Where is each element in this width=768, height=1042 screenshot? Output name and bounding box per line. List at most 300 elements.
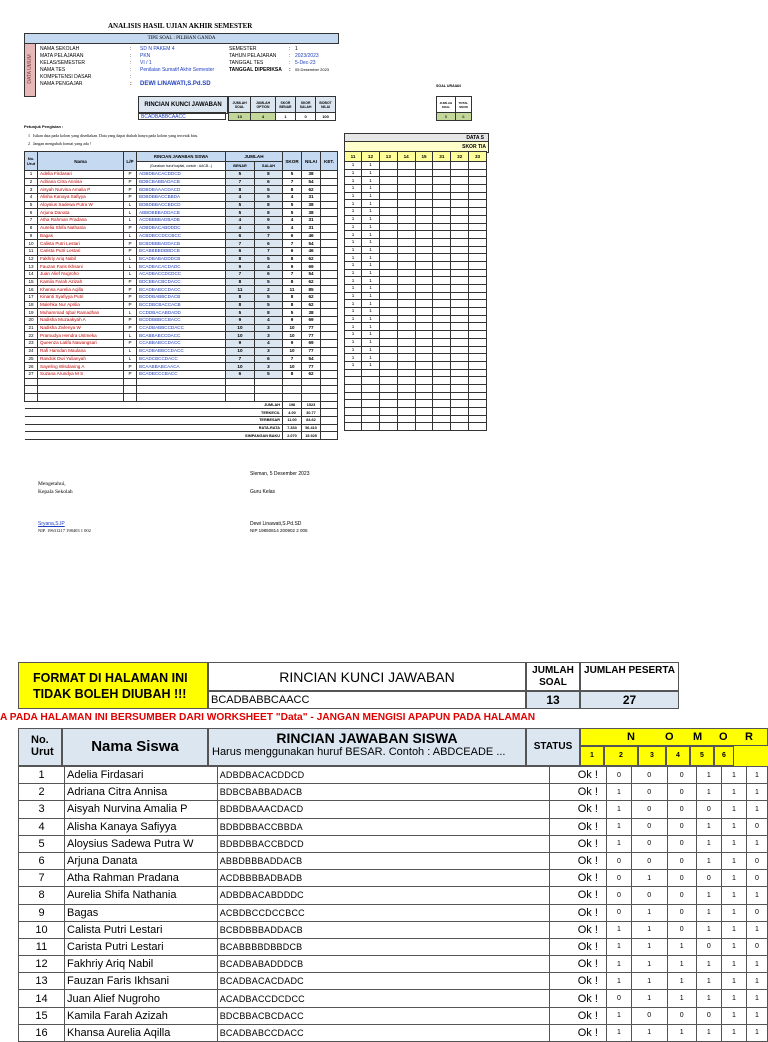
row-bit: 1 [606,1007,631,1024]
panel-cell: 1 [345,254,362,262]
panel-cell: 1 [362,338,380,346]
student-name[interactable]: Calista Putri Lestari [38,240,124,248]
row-bit: 1 [721,818,746,835]
panel-row [345,361,487,369]
jumlah-soal-label: JUMLAH SOAL [526,662,580,691]
student-salah: 5 [254,301,282,309]
student-benar: 8 [226,294,255,302]
row-bit: 1 [747,835,768,852]
student-name[interactable]: Aisyah Nurvina Amalia P [38,186,124,194]
student-gender[interactable]: P [124,340,137,348]
student-gender[interactable]: L [124,309,137,317]
student-name[interactable]: Aurelia Shifa Nathania [38,224,124,232]
panel-cell: 1 [362,208,380,216]
student-answers[interactable]: ABBDBBBADDACB [137,209,226,217]
row-no: 10 [19,921,65,938]
student-answers[interactable]: ACADBACCDCDCC [137,270,226,278]
panel-cell [397,354,415,362]
student-salah: 9 [254,217,282,225]
student-gender[interactable]: P [124,178,137,186]
panel-cell [433,231,451,239]
panel-cell: 1 [362,261,380,269]
student-benar: 9 [226,317,255,325]
panel-cell [451,277,469,285]
student-ket [321,286,338,294]
row-bit: 1 [606,1024,631,1041]
row-status: Ok ! [550,767,606,784]
student-name[interactable]: Nadisha Muzaakyah A [38,317,124,325]
student-gender[interactable]: P [124,240,137,248]
table-row [19,921,768,938]
panel-cell: 1 [345,231,362,239]
panel-cell [451,361,469,369]
panel-row [345,192,487,200]
row-bit: 1 [606,921,631,938]
panel-cell [379,285,397,293]
row-bit: 0 [606,990,631,1007]
student-benar: 9 [226,263,255,271]
student-ket [321,178,338,186]
student-answers[interactable]: BDBDBBACCBDCD [137,201,226,209]
student-benar: 4 [226,217,255,225]
sign-left-nip: NIP. 19631217 198403 1 002 [38,528,91,533]
student-name[interactable]: Bagas [38,232,124,240]
panel-cell [451,200,469,208]
row-answers: ADBDBACABDDDC [217,887,550,904]
student-answers[interactable]: BCAABBABCAACA [137,363,226,371]
student-ket [321,278,338,286]
panel-cell [397,408,415,416]
panel-cell [397,238,415,246]
student-nilai: 54 [302,178,321,186]
student-skor: 8 [283,278,302,286]
student-skor: 5 [283,171,302,179]
student-answers[interactable]: BDBDBAAACDACD [137,186,226,194]
panel-row [345,200,487,208]
panel-cell [379,246,397,254]
summary-label: RATA-RATA [25,424,283,432]
student-answers[interactable]: BCABBABCCDACC [137,332,226,340]
student-name[interactable]: Arjuna Danata [38,209,124,217]
panel-cell [469,384,487,392]
row-bit: 1 [696,904,721,921]
panel-cell [451,377,469,385]
side-label: DATA UMUM [27,54,33,84]
sign-right-nip: NIP 19850814 200902 2 005 [250,528,308,533]
row-answers: BDBCBABBADACB [217,784,550,801]
row-answers: ACADBACCDCDCC [217,990,550,1007]
student-salah: 8 [254,201,282,209]
row-bit: 1 [606,784,631,801]
row-no: 8 [19,887,65,904]
student-name[interactable]: Queenza Latifa Nawangsari [38,340,124,348]
panel-cell [433,200,451,208]
row-no: 14 [19,990,65,1007]
student-no: 23 [25,340,38,348]
panel-cell: 1 [362,285,380,293]
panel-cell [379,354,397,362]
student-name[interactable]: Adelia Firdasari [38,171,124,179]
student-name[interactable]: Nadisha Zivlenya W [38,324,124,332]
table-row [19,784,768,801]
row-status: Ok ! [550,801,606,818]
student-name[interactable]: Fakhriy Ariq Nabil [38,255,124,263]
panel-cell [433,392,451,400]
panel-row [345,215,487,223]
panel-cell [415,261,433,269]
student-answers[interactable]: BCADBABCCDACC [137,286,226,294]
side-label-box [24,43,36,97]
panel-cell [433,292,451,300]
student-name[interactable]: Fauzan Faris Ikhsani [38,263,124,271]
row-answers: BCABBBBDBBDCB [217,938,550,955]
panel-cell [451,254,469,262]
panel-cell: 1 [345,277,362,285]
panel-cell [397,338,415,346]
row-bit: 1 [696,818,721,835]
table-row [25,317,338,325]
student-nilai: 38 [302,209,321,217]
student-name[interactable]: Alisha Kanaya Safiyya [38,194,124,202]
student-skor: 10 [283,324,302,332]
panel-cell [469,369,487,377]
student-benar: 7 [226,270,255,278]
student-answers[interactable]: BCADCBCCDACC [137,355,226,363]
student-no: 9 [25,232,38,240]
student-skor: 7 [283,270,302,278]
row-bit: 1 [721,784,746,801]
student-gender[interactable]: P [124,286,137,294]
student-gender[interactable]: L [124,255,137,263]
student-name[interactable]: Rafi Hamdan Maulana [38,347,124,355]
row-bit: 1 [631,904,667,921]
panel-cell [397,192,415,200]
student-answers[interactable]: ADBDBACABDDDC [137,224,226,232]
panel-cell [433,162,451,170]
student-gender[interactable]: P [124,186,137,194]
panel-cell [397,177,415,185]
panel-cell [469,200,487,208]
panel-cell [415,377,433,385]
panel-cell [379,292,397,300]
student-answers[interactable]: CCADBABBCCDACC [137,324,226,332]
panel-cell [433,261,451,269]
table-row [25,209,338,217]
row-name: Bagas [65,904,218,921]
panel-cell [397,285,415,293]
panel-cell: 1 [345,223,362,231]
panel-cell [451,261,469,269]
row-no: 7 [19,870,65,887]
row-answers: BCADBACACDADC [217,973,550,990]
summary-nilai: 30.77 [302,409,321,417]
row-bit: 1 [696,887,721,904]
panel-cell [451,400,469,408]
sign-left-line2: Kepala Sekolah [38,489,73,495]
student-skor: 5 [283,209,302,217]
student-answers[interactable]: BCABBBBDBBDCB [137,247,226,255]
student-benar: 6 [226,370,255,378]
student-nilai: 85 [302,286,321,294]
row-answers: BDBDBBACCBBDA [217,818,550,835]
panel-cell: 1 [362,223,380,231]
student-gender[interactable]: L [124,201,137,209]
student-answers[interactable]: BDBDBBACCBBDA [137,194,226,202]
panel-cell [469,285,487,293]
student-nilai: 54 [302,270,321,278]
student-answers[interactable]: BCDDBBBCCBACC [137,317,226,325]
student-name[interactable]: Pramudya Hendra Ustmeka [38,332,124,340]
panel-cell [415,254,433,262]
panel-cell: 1 [345,192,362,200]
student-no: 24 [25,347,38,355]
student-skor: 10 [283,332,302,340]
student-name[interactable]: Muhammad Iqbal Ramadhan [38,309,124,317]
panel-cell: 1 [362,346,380,354]
sign-left-line1: Mengetahui, [38,481,66,487]
panel-cell: 1 [345,238,362,246]
student-answers[interactable]: BCBDBBBADDACB [137,240,226,248]
panel-cell [379,177,397,185]
panel-cell [451,269,469,277]
student-no: 20 [25,317,38,325]
student-name[interactable]: Khansa Aurelia Aqilla [38,286,124,294]
student-answers[interactable]: BCCDBCBACCACB [137,301,226,309]
student-ket [321,240,338,248]
panel-cell [451,246,469,254]
row-bit: 1 [721,990,746,1007]
student-benar: 4 [226,224,255,232]
col-nama-header: Nama Siswa [62,728,208,766]
panel-cell: 1 [345,246,362,254]
panel-cell: 1 [345,177,362,185]
panel-cell [397,292,415,300]
student-salah: 7 [254,247,282,255]
student-benar: 8 [226,278,255,286]
jumlah-soal-value: 13 [526,691,580,709]
student-salah: 3 [254,324,282,332]
student-ket [321,317,338,325]
student-name[interactable]: Kamila Farah Azizah [38,278,124,286]
row-bit: 0 [747,904,768,921]
student-gender[interactable]: L [124,263,137,271]
row-bit: 1 [721,870,746,887]
student-answers[interactable]: BCADBABBCCDACC [137,347,226,355]
student-gender[interactable]: L [124,232,137,240]
student-gender[interactable]: P [124,294,137,302]
student-name[interactable]: Suzana Arundya M S [38,370,124,378]
student-gender[interactable]: P [124,324,137,332]
student-no: 13 [25,263,38,271]
col-status-header: STATUS [526,728,580,766]
panel-row [345,400,487,408]
student-salah: 9 [254,194,282,202]
student-answers[interactable]: BDCBBACBCDACC [137,278,226,286]
panel-cell [433,269,451,277]
panel-cell [397,223,415,231]
data-panel-table [344,151,487,431]
student-gender[interactable]: L [124,347,137,355]
student-name[interactable]: Kinanti Syafiyya Putri [38,294,124,302]
student-nilai: 38 [302,309,321,317]
student-gender[interactable]: P [124,301,137,309]
panel-cell [451,215,469,223]
student-name[interactable]: Adriana Citra Annisa [38,178,124,186]
row-bit: 0 [631,1007,667,1024]
student-gender[interactable]: P [124,194,137,202]
summary-label: TERBESAR [25,417,283,425]
row-bit: 1 [606,938,631,955]
student-name[interactable]: Carista Putri Lestari [38,247,124,255]
table-row [19,1024,768,1041]
student-answers[interactable]: CCABBABCCDACC [137,340,226,348]
panel-cell: 1 [345,261,362,269]
student-salah: 3 [254,363,282,371]
panel-cell [469,408,487,416]
panel-cell [451,308,469,316]
table-row [25,309,338,317]
empty-row [25,393,338,401]
student-name[interactable]: Atha Rahman Pradana [38,217,124,225]
panel-row [345,354,487,362]
student-name[interactable]: Malehka Nur Aprilia [38,301,124,309]
report-subtitle: TIPE SOAL : PILIHAN GANDA [24,33,339,44]
student-benar: 8 [226,255,255,263]
student-skor: 10 [283,363,302,371]
panel-cell [469,377,487,385]
row-no: 3 [19,801,65,818]
student-answers[interactable]: ACBDBCCDCCBCC [137,232,226,240]
panel-cell [397,215,415,223]
row-bit: 1 [631,956,667,973]
table-row [19,818,768,835]
table-row [19,990,768,1007]
report-title: ANALISIS HASIL UJIAN AKHIR SEMESTER [108,22,253,30]
panel-cell: 1 [345,300,362,308]
student-gender[interactable]: P [124,224,137,232]
panel-cell: 1 [362,361,380,369]
panel-cell [397,415,415,423]
row-bit: 0 [747,818,768,835]
panel-cell: 1 [345,346,362,354]
student-ket [321,194,338,202]
row-bit: 1 [667,990,696,1007]
student-name[interactable]: Aloysius Sadewa Putra W [38,201,124,209]
student-gender[interactable]: L [124,332,137,340]
panel-cell [469,392,487,400]
student-gender[interactable]: P [124,317,137,325]
student-no: 17 [25,294,38,302]
row-bit: 0 [667,1007,696,1024]
student-ket [321,370,338,378]
panel-cell [397,315,415,323]
row-name: Adriana Citra Annisa [65,784,218,801]
panel-cell [433,177,451,185]
student-answers[interactable]: ADBDBACACDDCD [137,171,226,179]
data-panel-title-bar: DATA S [344,133,489,143]
panel-cell [415,277,433,285]
nomor-number: 3 [638,746,666,766]
student-answers[interactable]: BCADBCCCBACC [137,370,226,378]
student-gender[interactable]: L [124,209,137,217]
student-gender[interactable]: L [124,217,137,225]
key-box-key[interactable]: BCADBABBCAACC [138,112,226,120]
student-answers[interactable]: BCADBABADDDCB [137,255,226,263]
panel-cell [415,346,433,354]
student-benar: 10 [226,324,255,332]
student-answers[interactable]: BCDDBABBCDACB [137,294,226,302]
row-status: Ok ! [550,852,606,869]
panel-cell [469,300,487,308]
panel-cell [469,400,487,408]
student-gender[interactable]: L [124,355,137,363]
student-benar: 6 [226,232,255,240]
row-bit: 1 [606,801,631,818]
row-bit: 0 [631,835,667,852]
student-nilai: 31 [302,217,321,225]
student-answers[interactable]: BCADBACACDADC [137,263,226,271]
student-answers[interactable]: BDBCBABBADACB [137,178,226,186]
row-bit: 0 [667,887,696,904]
table-row [19,956,768,973]
student-ket [321,324,338,332]
row-status: Ok ! [550,921,606,938]
student-skor: 9 [283,317,302,325]
student-answers[interactable]: CCDDBACABDADD [137,309,226,317]
student-gender[interactable]: P [124,247,137,255]
panel-cell [397,200,415,208]
student-ket [321,247,338,255]
panel-cell [451,223,469,231]
student-gender[interactable]: P [124,363,137,371]
row-name: Calista Putri Lestari [65,921,218,938]
student-benar: 8 [226,301,255,309]
panel-cell [415,392,433,400]
student-name[interactable]: Randok Dwi Yulianyah [38,355,124,363]
student-salah: 4 [254,263,282,271]
panel-cell [415,185,433,193]
info-row: KELAS/SEMESTER : VI / 1 [40,60,152,66]
student-skor: 4 [283,194,302,202]
info-row: NAMA PENGAJAR : DEWI LINAWATI,S.Pd.SD [40,81,211,87]
student-skor: 10 [283,347,302,355]
panel-row [345,338,487,346]
panel-row [345,323,487,331]
panel-cell [451,169,469,177]
student-gender[interactable]: P [124,278,137,286]
row-name: Fauzan Faris Ikhsani [65,973,218,990]
key-value[interactable]: BCADBABBCAACC [208,691,526,709]
panel-cell [451,285,469,293]
student-gender[interactable]: P [124,171,137,179]
student-name[interactable]: Sayeling Wisdaning A [38,363,124,371]
student-gender[interactable]: L [124,270,137,278]
student-gender[interactable]: P [124,370,137,378]
row-bit: 1 [721,904,746,921]
student-no: 7 [25,217,38,225]
panel-cell [345,384,362,392]
info-row: NAMA TES : Penilaian Sumatif Akhir Semester [40,67,215,73]
table-row [25,347,338,355]
table-row [25,270,338,278]
student-name[interactable]: Juan Alief Nugroho [38,270,124,278]
panel-cell [469,192,487,200]
student-ket [321,171,338,179]
panel-row [345,185,487,193]
key-box-stats: JUMLAH SOAL JUMLAH OPTION SKOR BENAR SKOR SALAH BOBOT NILAI 13 4 1 0 100 [228,96,336,121]
panel-cell [469,215,487,223]
student-answers[interactable]: ACDBBBBADBADB [137,217,226,225]
